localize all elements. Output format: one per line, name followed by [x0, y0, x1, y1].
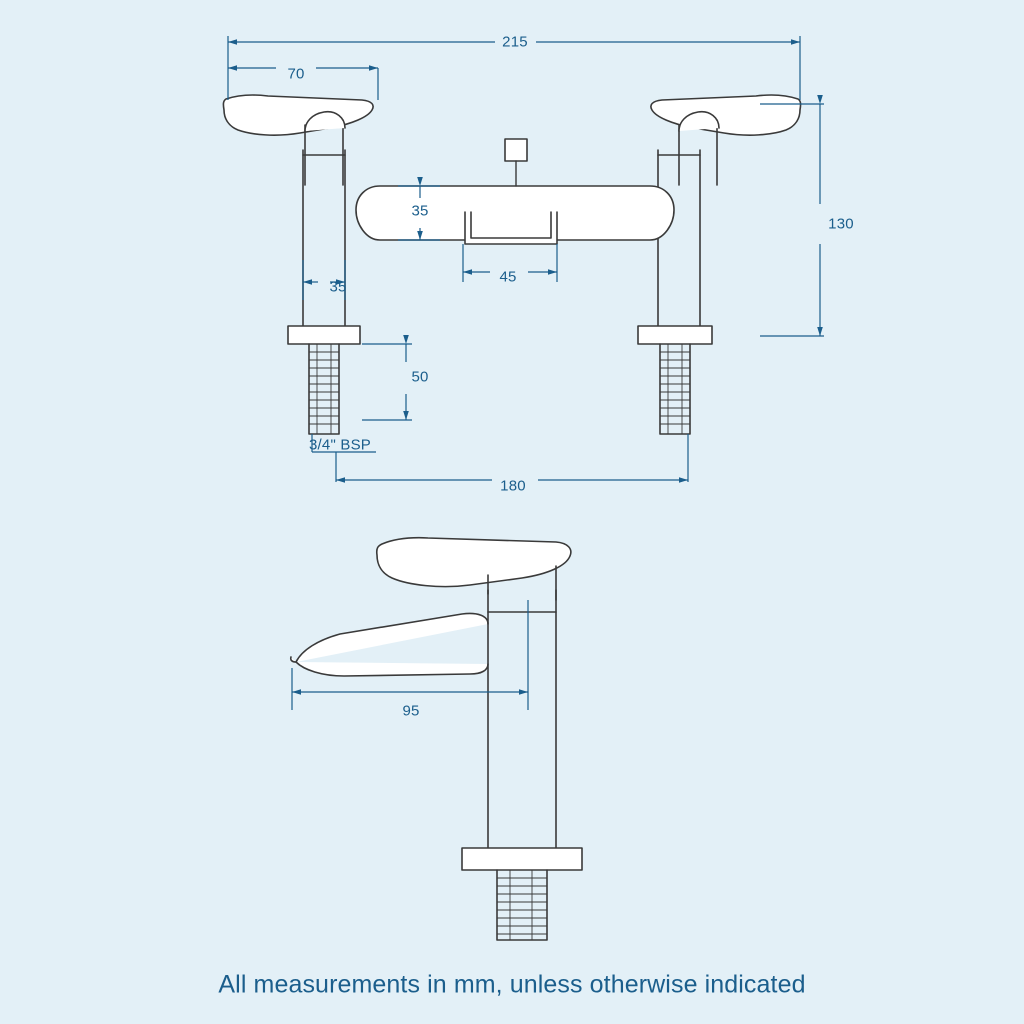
- dimension-label-body-diameter: 35: [329, 278, 347, 296]
- dimension-label-outlet-width: 45: [499, 268, 517, 286]
- dimension-label-tap-hole-centres: 180: [500, 477, 526, 495]
- dimension-label-spout-body-height: 35: [411, 202, 429, 220]
- measurement-units-note: All measurements in mm, unless otherwise indicated: [218, 970, 806, 999]
- dimension-label-thread-length: 50: [411, 368, 429, 386]
- dimension-label-thread-size: 3/4" BSP: [309, 436, 371, 454]
- dimension-label-overall-height: 130: [828, 215, 854, 233]
- basin-mixer-drawing: [291, 538, 582, 940]
- dimension-label-handle-offset: 70: [287, 65, 305, 83]
- dimension-label-spout-projection: 95: [402, 702, 420, 720]
- dimension-label-overall-width: 215: [502, 33, 528, 51]
- bath-filler-drawing: [223, 95, 800, 434]
